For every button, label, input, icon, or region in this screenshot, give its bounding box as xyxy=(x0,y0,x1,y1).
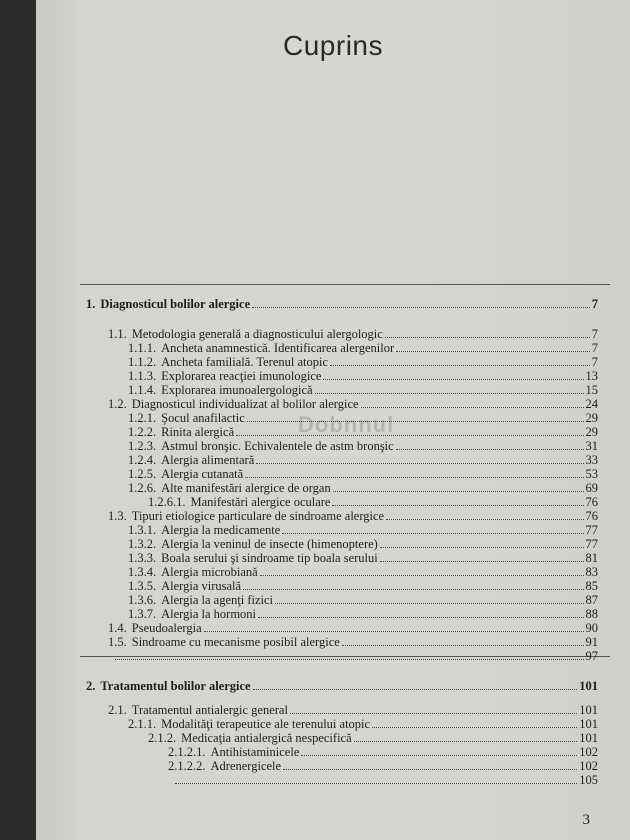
leader-dots xyxy=(333,481,584,492)
toc-entry xyxy=(128,551,598,565)
toc-entry-title: Alergia microbiană xyxy=(161,565,258,579)
toc-entry-title: Sindroame cu mecanisme posibil alergice xyxy=(131,635,340,649)
leader-dots xyxy=(247,411,584,422)
toc-entry-number: 1. xyxy=(86,297,96,311)
toc-entry-number: 1.3.4. xyxy=(128,565,157,579)
toc-entry-number: 1.2.3. xyxy=(128,439,157,453)
toc-entry xyxy=(108,509,598,523)
toc-entry xyxy=(128,369,598,383)
toc-entry-number: 2.1.1. xyxy=(128,717,157,731)
toc-entry-number: 1.3. xyxy=(108,509,127,523)
toc-entry-title: Tratamentul bolilor alergice xyxy=(100,679,251,693)
toc-entry xyxy=(148,731,598,745)
toc-entry-title: Tipuri etiologice particulare de sindroame alergice xyxy=(131,509,385,523)
leader-dots xyxy=(175,773,577,784)
toc-entry xyxy=(108,635,598,649)
leader-dots xyxy=(315,383,584,394)
toc-entry xyxy=(128,355,598,369)
toc-entry-page: 102 xyxy=(579,759,598,773)
toc-entry-title: Medicaţia antialergică nespecifică xyxy=(181,731,352,745)
toc-entry xyxy=(128,439,598,453)
toc-entry xyxy=(168,759,598,773)
leader-dots xyxy=(245,467,583,478)
leader-dots xyxy=(396,439,584,450)
toc-entry xyxy=(108,621,598,635)
toc-entry-page: 101 xyxy=(579,703,598,717)
leader-dots xyxy=(275,593,584,604)
leader-dots xyxy=(243,579,583,590)
toc-entry-number: 1.2.2. xyxy=(128,425,157,439)
toc-entry-title: Alergia alimentară xyxy=(161,453,255,467)
toc-entry-title: Alergia virusală xyxy=(161,579,242,593)
toc-entry-title: Rinita alergică xyxy=(161,425,235,439)
leader-dots xyxy=(361,397,584,408)
toc-entry-title: Boala serului şi sindroame tip boala serului xyxy=(161,551,378,565)
toc-entry xyxy=(128,453,598,467)
toc-entry-title: Astmul bronşic. Echivalentele de astm bronşic xyxy=(161,439,394,453)
toc-entry-page: 101 xyxy=(579,731,598,745)
toc-entry-page: 77 xyxy=(585,523,598,537)
page-title: Cuprins xyxy=(283,30,383,61)
toc-entry-page: 101 xyxy=(579,679,598,693)
toc-entry-number: 1.3.6. xyxy=(128,593,157,607)
toc-entry-number: 1.1.2. xyxy=(128,355,157,369)
toc-entry-title: Alte manifestări alergice de organ xyxy=(161,481,331,495)
toc-entry-title: Alergia la veninul de insecte (himenoptere) xyxy=(161,537,378,551)
toc-entry-page: 31 xyxy=(585,439,598,453)
toc-entry xyxy=(128,607,598,621)
leader-dots xyxy=(385,327,590,338)
toc-entry-title: Metodologia generală a diagnosticului alergologic xyxy=(131,327,383,341)
toc-entry-title: Modalităţi terapeutice ale terenului atopic xyxy=(161,717,371,731)
toc-entry-number: 1.1.3. xyxy=(128,369,157,383)
toc-entry-page: 97 xyxy=(585,649,598,663)
toc-entry-title: Manifestări alergice oculare xyxy=(190,495,331,509)
toc-entry-page: 102 xyxy=(579,745,598,759)
toc-entry xyxy=(108,327,598,341)
toc-entry-title: Ancheta anamnestică. Identificarea alergenilor xyxy=(161,341,395,355)
toc-entry-number: 1.2.1. xyxy=(128,411,157,425)
watermark: Dobnnul xyxy=(298,412,395,437)
toc-entry xyxy=(128,341,598,355)
toc-entry-page: 7 xyxy=(591,355,598,369)
toc-entry-title: Diagnosticul individualizat al bolilor alergice xyxy=(131,397,359,411)
page-number: 3 xyxy=(582,812,590,828)
leader-dots xyxy=(301,745,577,756)
toc-entry-number: 1.2.5. xyxy=(128,467,157,481)
toc-entry xyxy=(168,745,598,759)
leader-dots xyxy=(236,425,583,436)
leader-dots xyxy=(115,649,584,660)
leader-dots xyxy=(330,355,590,366)
toc-entry-title: Pseudoalergia xyxy=(131,621,202,635)
toc-entry xyxy=(128,537,598,551)
table-of-contents xyxy=(36,0,630,840)
leader-dots xyxy=(342,635,584,646)
toc-entry-page: 29 xyxy=(585,411,598,425)
leader-dots xyxy=(323,369,583,380)
toc-entry-page: 13 xyxy=(585,369,598,383)
toc-entry xyxy=(128,481,598,495)
leader-dots xyxy=(372,717,577,728)
toc-entry xyxy=(148,495,598,509)
toc-entry-page: 77 xyxy=(585,537,598,551)
toc-entry-title: Alergia la hormoni xyxy=(161,607,257,621)
toc-entry-number: 1.4. xyxy=(108,621,127,635)
toc-entry-number: 2.1. xyxy=(108,703,127,717)
toc-entry xyxy=(108,397,598,411)
toc-entry-number: 1.5. xyxy=(108,635,127,649)
leader-dots xyxy=(204,621,584,632)
leader-dots xyxy=(332,495,583,506)
toc-entry xyxy=(86,679,598,693)
leader-dots xyxy=(258,607,583,618)
toc-entry-page: 85 xyxy=(585,579,598,593)
toc-entry-number: 1.1. xyxy=(108,327,127,341)
toc-entry-number: 1.3.1. xyxy=(128,523,157,537)
toc-entry-number: 1.3.2. xyxy=(128,537,157,551)
leader-dots xyxy=(380,551,584,562)
toc-entry xyxy=(168,773,598,787)
toc-entry xyxy=(128,593,598,607)
toc-entry-page: 76 xyxy=(585,495,598,509)
book-page xyxy=(36,0,630,840)
toc-entry-page: 101 xyxy=(579,717,598,731)
toc-entry-page: 7 xyxy=(591,341,598,355)
toc-entry-number: 1.3.3. xyxy=(128,551,157,565)
toc-entry xyxy=(128,565,598,579)
toc-entry xyxy=(128,411,598,425)
toc-entry-page: 7 xyxy=(591,297,598,311)
toc-entry-title: Alergia cutanată xyxy=(161,467,244,481)
toc-entry xyxy=(86,297,598,311)
toc-entry xyxy=(128,383,598,397)
toc-entry-title: Antihistaminicele xyxy=(210,745,300,759)
toc-entry-title: Alergia la agenţi fizici xyxy=(161,593,273,607)
toc-entry-number: 2.1.2. xyxy=(148,731,177,745)
leader-dots xyxy=(386,509,583,520)
toc-entry-page: 87 xyxy=(585,593,598,607)
toc-entry-title: Explorarea reacţiei imunologice xyxy=(161,369,322,383)
leader-dots xyxy=(252,297,590,308)
toc-entry-page: 81 xyxy=(585,551,598,565)
toc-entry-number: 1.2.4. xyxy=(128,453,157,467)
toc-entry-page: 83 xyxy=(585,565,598,579)
toc-entry-number: 1.2. xyxy=(108,397,127,411)
toc-entry-page: 91 xyxy=(585,635,598,649)
toc-entry-number: 2. xyxy=(86,679,96,693)
toc-entry-page: 29 xyxy=(585,425,598,439)
toc-entry xyxy=(108,703,598,717)
leader-dots xyxy=(354,731,578,742)
toc-entry-page: 76 xyxy=(585,509,598,523)
toc-entry-number: 1.1.1. xyxy=(128,341,157,355)
toc-entry-number: 1.3.5. xyxy=(128,579,157,593)
leader-dots xyxy=(253,679,578,690)
toc-entry-title: Alergia la medicamente xyxy=(161,523,281,537)
toc-entry-page: 69 xyxy=(585,481,598,495)
toc-entry-title: Tratamentul antialergic general xyxy=(131,703,288,717)
leader-dots xyxy=(283,759,577,770)
toc-entry-number: 1.1.4. xyxy=(128,383,157,397)
toc-entry xyxy=(128,717,598,731)
toc-entry-title: Adrenergicele xyxy=(210,759,282,773)
toc-entry-title: Diagnosticul bolilor alergice xyxy=(100,297,251,311)
toc-entry-title: Explorarea imunoalergologică xyxy=(161,383,313,397)
toc-entry-page: 7 xyxy=(591,327,598,341)
toc-entry-page: 53 xyxy=(585,467,598,481)
leader-dots xyxy=(260,565,584,576)
toc-entry-number: 1.2.6. xyxy=(128,481,157,495)
toc-entry xyxy=(128,425,598,439)
leader-dots xyxy=(396,341,590,352)
toc-entry-number: 1.2.6.1. xyxy=(148,495,186,509)
toc-entry-page: 24 xyxy=(585,397,598,411)
leader-dots xyxy=(380,537,584,548)
toc-entry xyxy=(108,649,598,663)
toc-entry-page: 15 xyxy=(585,383,598,397)
toc-entry-page: 90 xyxy=(585,621,598,635)
toc-entry-number: 1.3.7. xyxy=(128,607,157,621)
toc-entry-number: 2.1.2.2. xyxy=(168,759,206,773)
toc-entry xyxy=(128,523,598,537)
toc-entry-page: 33 xyxy=(585,453,598,467)
leader-dots xyxy=(290,703,577,714)
toc-entry-title: Şocul anafilactic xyxy=(161,411,245,425)
leader-dots xyxy=(256,453,583,464)
toc-entry xyxy=(128,579,598,593)
toc-entry-page: 88 xyxy=(585,607,598,621)
toc-entry-page: 105 xyxy=(579,773,598,787)
toc-entry-number: 2.1.2.1. xyxy=(168,745,206,759)
leader-dots xyxy=(282,523,583,534)
toc-entry xyxy=(128,467,598,481)
toc-entry-title: Ancheta familială. Terenul atopic xyxy=(161,355,329,369)
